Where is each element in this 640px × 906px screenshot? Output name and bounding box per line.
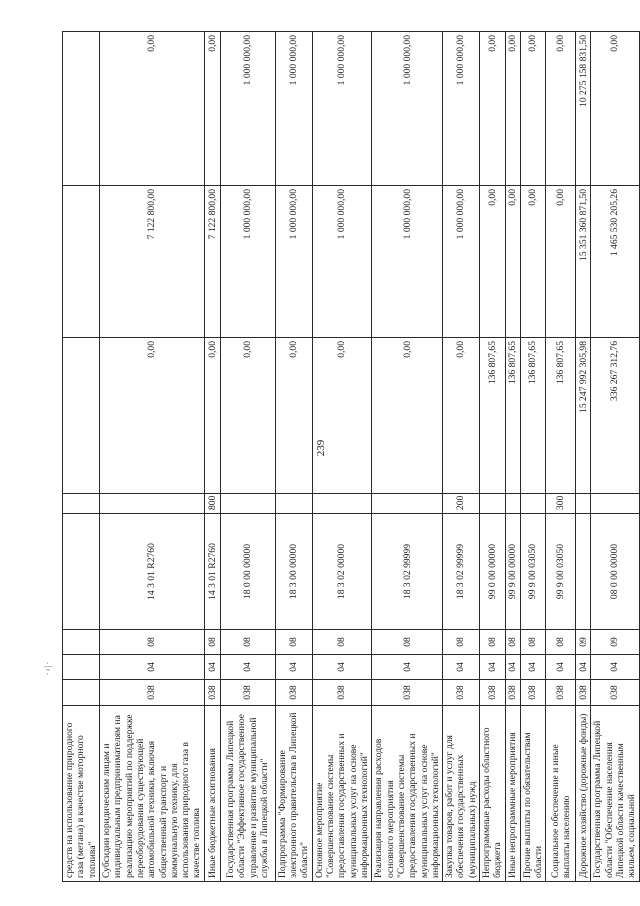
subsection-code-cell: 08 (480, 630, 506, 655)
expense-type-cell (576, 494, 591, 514)
ministry-code-cell: 038 (372, 680, 443, 706)
table-row (220, 32, 275, 882)
expense-type-cell (63, 494, 100, 514)
table-row (480, 32, 506, 882)
amount-cell-1: 0,00 (220, 338, 275, 494)
section-code-cell: 04 (591, 655, 639, 680)
section-code-cell: 04 (576, 655, 591, 680)
amount-cell-3: 0,00 (546, 32, 576, 186)
amount-cell-2: 0,00 (546, 186, 576, 338)
amount-cell-2: 1 000 000,00 (372, 186, 443, 338)
table-row (312, 32, 372, 882)
section-code-cell: 04 (546, 655, 576, 680)
table-body (63, 32, 640, 882)
section-code-cell: 04 (372, 655, 443, 680)
expense-name-cell: Прочие выплаты по обязательствам области (520, 706, 546, 882)
expense-type-cell (220, 494, 275, 514)
subsection-code-cell: 08 (220, 630, 275, 655)
expense-type-cell (312, 494, 372, 514)
target-code-cell (63, 514, 100, 630)
amount-cell-1: 0,00 (372, 338, 443, 494)
expense-name-cell: Субсидии юридическим лицам и индивидуальным предпринимателям на реализацию мероприятий по поддержке переоборудования существующей автомобильной техники, включая общественный транспорт и коммунальную технику, для использования природного газа в качестве топлива (99, 706, 204, 882)
expense-name-cell: Непрограммные расходы областного бюджета (480, 706, 506, 882)
ministry-code-cell: 038 (204, 680, 220, 706)
target-code-cell: 08 0 00 00000 (591, 514, 639, 630)
ministry-code-cell: 038 (546, 680, 576, 706)
section-code-cell: 04 (312, 655, 372, 680)
expense-name-cell: Дорожное хозяйство (дорожные фонды) (576, 706, 591, 882)
target-code-cell: 99 9 00 03050 (520, 514, 546, 630)
subsection-code-cell: 08 (443, 630, 480, 655)
section-code-cell: 04 (99, 655, 204, 680)
amount-cell-2: 7 122 800,00 (204, 186, 220, 338)
target-code-cell: 18 3 02 99999 (443, 514, 480, 630)
expense-type-cell (591, 494, 639, 514)
amount-cell-1: 0,00 (443, 338, 480, 494)
rotated-table-container (62, 32, 638, 882)
expense-name-cell: Государственная программа Липецкой области "Обеспечение населения Липецкой области качественным жильем, социальной (591, 706, 639, 882)
ministry-code-cell: 038 (480, 680, 506, 706)
table-row (576, 32, 591, 882)
table-row (372, 32, 443, 882)
amount-cell-2: 1 000 000,00 (275, 186, 312, 338)
amount-cell-1: 136 807,65 (480, 338, 506, 494)
amount-cell-1: 136 807,65 (520, 338, 546, 494)
subsection-code-cell: 09 (576, 630, 591, 655)
amount-cell-3: 0,00 (591, 32, 639, 186)
amount-cell-3: 0,00 (505, 32, 520, 186)
amount-cell-1: 336 267 312,76 (591, 338, 639, 494)
amount-cell-1: 0,00 (204, 338, 220, 494)
amount-cell-2: 15 351 360 871,50 (576, 186, 591, 338)
ministry-code-cell: 038 (505, 680, 520, 706)
section-code-cell: 04 (443, 655, 480, 680)
expense-type-cell (480, 494, 506, 514)
table-row (546, 32, 576, 882)
section-code-cell: 04 (275, 655, 312, 680)
section-code-cell: 04 (204, 655, 220, 680)
subsection-code-cell: 08 (505, 630, 520, 655)
table-row (591, 32, 639, 882)
amount-cell-1: 0,00 (275, 338, 312, 494)
target-code-cell: 99 9 00 00000 (505, 514, 520, 630)
subsection-code-cell: 08 (312, 630, 372, 655)
ministry-code-cell: 038 (275, 680, 312, 706)
page-number: 239 (315, 439, 327, 457)
amount-cell-3: 1 000 000,00 (220, 32, 275, 186)
margin-mark: ·‹|· (42, 660, 53, 676)
expense-type-cell (99, 494, 204, 514)
amount-cell-3: 0,00 (520, 32, 546, 186)
ministry-code-cell: 038 (520, 680, 546, 706)
table-row (99, 32, 204, 882)
amount-cell-3: 10 275 158 831,50 (576, 32, 591, 186)
subsection-code-cell: 08 (204, 630, 220, 655)
amount-cell-3: 1 000 000,00 (312, 32, 372, 186)
table-row (443, 32, 480, 882)
amount-cell-1: 136 807,65 (546, 338, 576, 494)
expense-name-cell: Государственная программа Липецкой области "Эффективное государственное управление и развитие муниципальной службы в Липецкой области" (220, 706, 275, 882)
amount-cell-3: 0,00 (99, 32, 204, 186)
table-row (204, 32, 220, 882)
amount-cell-2: 1 465 530 205,26 (591, 186, 639, 338)
expense-type-cell: 800 (204, 494, 220, 514)
table-row (505, 32, 520, 882)
subsection-code-cell: 08 (99, 630, 204, 655)
expense-name-cell: Социальное обеспечение и иные выплаты населению (546, 706, 576, 882)
expense-name-cell: Подпрограмма "Формирование электронного правительства в Липецкой области" (275, 706, 312, 882)
expense-type-cell (520, 494, 546, 514)
amount-cell-2: 1 000 000,00 (443, 186, 480, 338)
expense-type-cell (372, 494, 443, 514)
amount-cell-1: 0,00 (99, 338, 204, 494)
target-code-cell: 18 3 02 99999 (372, 514, 443, 630)
target-code-cell: 99 0 00 00000 (480, 514, 506, 630)
expense-type-cell (275, 494, 312, 514)
expense-name-cell: Иные бюджетные ассигнования (204, 706, 220, 882)
expense-name-cell: Основное мероприятие "Совершенствование системы предоставления государственных и муниципальных услуг на основе информационных технологий" (312, 706, 372, 882)
amount-cell-2: 0,00 (480, 186, 506, 338)
amount-cell-1: 136 807,65 (505, 338, 520, 494)
subsection-code-cell: 08 (546, 630, 576, 655)
expense-name-cell: Иные непрограммные мероприятия (505, 706, 520, 882)
ministry-code-cell: 038 (576, 680, 591, 706)
amount-cell-2 (63, 186, 100, 338)
section-code-cell: 04 (480, 655, 506, 680)
rotated-page-region (62, 32, 638, 882)
ministry-code-cell: 038 (99, 680, 204, 706)
amount-cell-3 (63, 32, 100, 186)
amount-cell-2: 0,00 (505, 186, 520, 338)
ministry-code-cell: 038 (220, 680, 275, 706)
subsection-code-cell: 09 (591, 630, 639, 655)
section-code-cell: 04 (220, 655, 275, 680)
target-code-cell: 99 9 00 03050 (546, 514, 576, 630)
amount-cell-2: 7 122 800,00 (99, 186, 204, 338)
amount-cell-3: 0,00 (204, 32, 220, 186)
ministry-code-cell: 038 (591, 680, 639, 706)
subsection-code-cell (63, 630, 100, 655)
amount-cell-3: 1 000 000,00 (275, 32, 312, 186)
amount-cell-3: 0,00 (480, 32, 506, 186)
subsection-code-cell: 08 (520, 630, 546, 655)
amount-cell-2: 1 000 000,00 (220, 186, 275, 338)
section-code-cell (63, 655, 100, 680)
table-row (275, 32, 312, 882)
section-code-cell: 04 (520, 655, 546, 680)
amount-cell-1 (63, 338, 100, 494)
expense-type-cell: 300 (546, 494, 576, 514)
target-code-cell (576, 514, 591, 630)
target-code-cell: 14 3 01 R2760 (204, 514, 220, 630)
expense-name-cell: Реализация направления расходов основного мероприятия "Совершенствование системы предоставления государственных и муниципальных услуг на основе информационных технологий" (372, 706, 443, 882)
ministry-code-cell (63, 680, 100, 706)
ministry-code-cell: 038 (312, 680, 372, 706)
expense-name-cell: Закупка товаров, работ и услуг для обеспечения государственных (муниципальных) нужд (443, 706, 480, 882)
amount-cell-3: 1 000 000,00 (443, 32, 480, 186)
table-row (63, 32, 100, 882)
ministry-code-cell: 038 (443, 680, 480, 706)
amount-cell-3: 1 000 000,00 (372, 32, 443, 186)
table-row (520, 32, 546, 882)
subsection-code-cell: 08 (372, 630, 443, 655)
amount-cell-2: 1 000 000,00 (312, 186, 372, 338)
section-code-cell: 04 (505, 655, 520, 680)
amount-cell-1: 0,00 (312, 338, 372, 494)
expense-name-cell: средств на использование природного газа (метана) в качестве моторного топлива" (63, 706, 100, 882)
target-code-cell: 14 3 01 R2760 (99, 514, 204, 630)
amount-cell-2: 0,00 (520, 186, 546, 338)
target-code-cell: 18 3 00 00000 (275, 514, 312, 630)
amount-cell-1: 15 247 992 305,98 (576, 338, 591, 494)
budget-table (62, 31, 640, 882)
expense-type-cell: 200 (443, 494, 480, 514)
target-code-cell: 18 0 00 00000 (220, 514, 275, 630)
subsection-code-cell: 08 (275, 630, 312, 655)
target-code-cell: 18 3 02 00000 (312, 514, 372, 630)
expense-type-cell (505, 494, 520, 514)
